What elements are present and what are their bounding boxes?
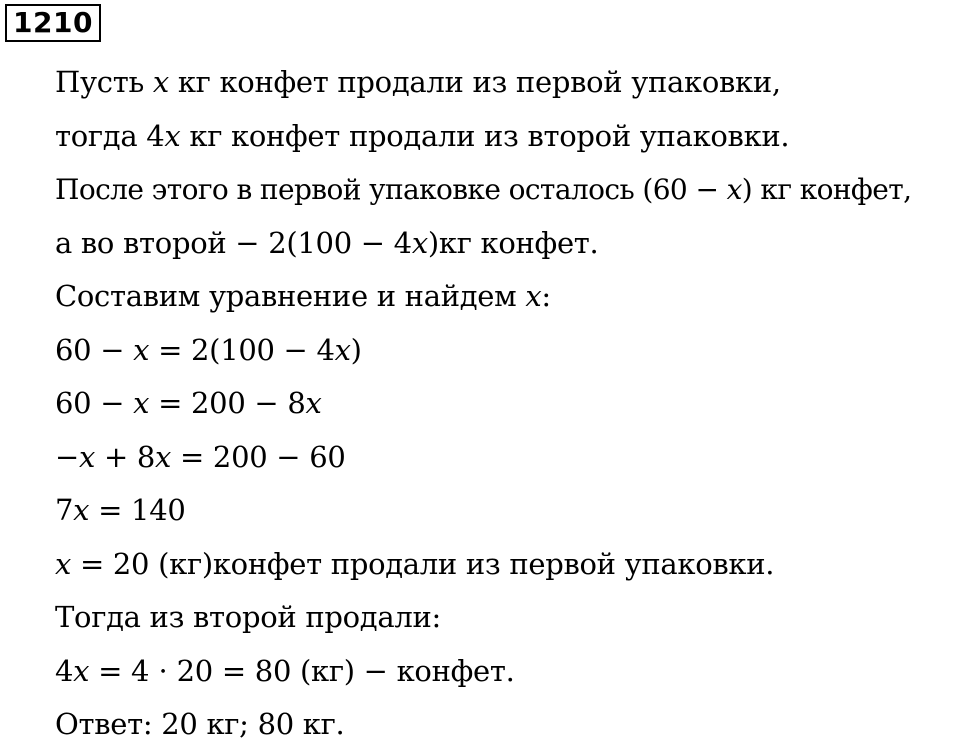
solution-line-3: После этого в первой упаковке осталось (60 − 𝑥) кг конфет,	[55, 173, 912, 206]
solution-line-12: 4𝑥 = 4 ⋅ 20 = 80 (кг) − конфет.	[55, 653, 515, 688]
equation-line-5: 𝑥 = 20 (кг)конфет продали из первой упаковки.	[55, 546, 775, 581]
solution-line-5: Составим уравнение и найдем 𝑥:	[55, 279, 551, 313]
solution-line-2: тогда 4𝑥 кг конфет продали из второй упаковки.	[55, 118, 790, 153]
equation-line-3: −𝑥 + 8𝑥 = 200 − 60	[55, 439, 346, 474]
equation-line-1: 60 − 𝑥 = 2(100 − 4𝑥)	[55, 332, 362, 367]
equation-line-4: 7𝑥 = 140	[55, 493, 186, 527]
task-number: 1210	[5, 4, 101, 42]
equation-line-2: 60 − 𝑥 = 200 − 8𝑥	[55, 386, 322, 420]
solution-line-11: Тогда из второй продали:	[55, 600, 441, 634]
solution-line-1: Пусть 𝑥 кг конфет продали из первой упаковки,	[55, 65, 781, 99]
answer-line: Ответ: 20 кг; 80 кг.	[55, 707, 345, 741]
solution-text	[55, 56, 955, 752]
solution-line-4: а во второй − 2(100 − 4𝑥)кг конфет.	[55, 225, 599, 260]
